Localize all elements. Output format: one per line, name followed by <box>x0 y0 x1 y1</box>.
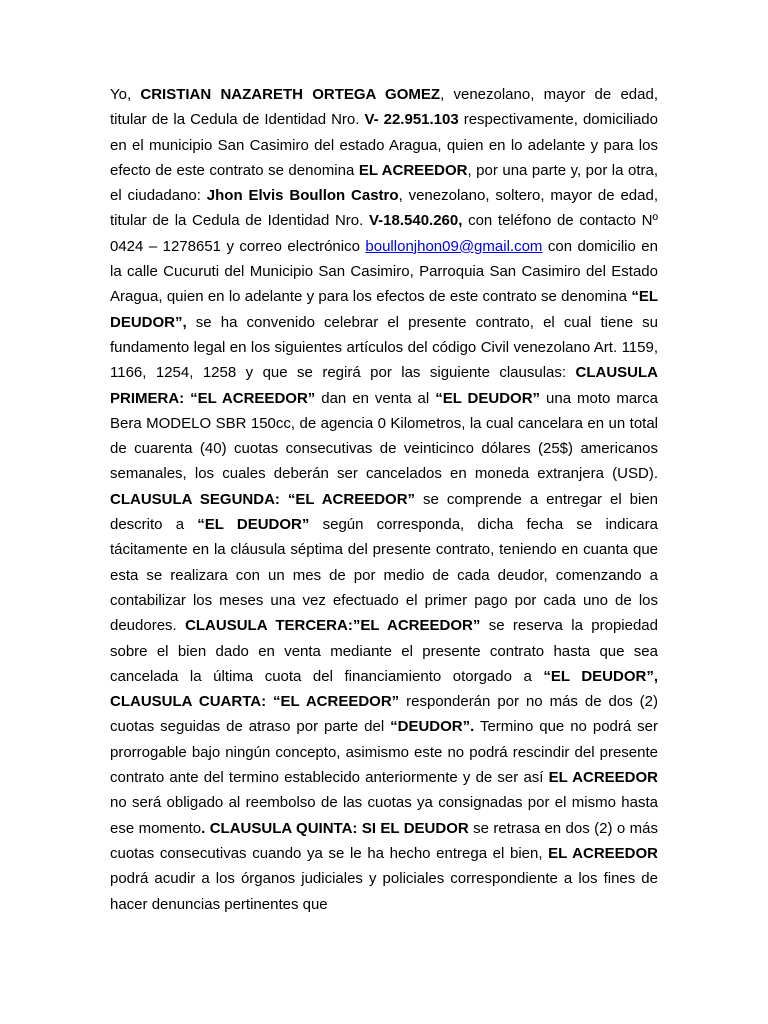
text-run: , venezolano, mayor de edad, titular de la Cedula de Identidad Nro. <box>110 86 658 129</box>
bold-text-run: CLAUSULA SEGUNDA: “EL ACREEDOR” <box>110 490 416 508</box>
bold-text-run: CLAUSULA TERCERA:”EL ACREEDOR” <box>185 617 481 635</box>
text-run: se comprende a entregar el bien descrito a <box>110 490 659 534</box>
text-run: una moto marca Bera MODELO SBR 150cc, de agencia 0 Kilometros, la cual cancelara en un total de cuarenta (40) cuotas consecutivas de veinticinco dólares (25$) americanos semanales, los cuales deberán ser cancelados en moneda extranjera (USD). <box>110 389 659 483</box>
text-run: no será obligado al reembolso de las cuotas ya consignadas por el mismo hasta ese momento <box>110 794 658 837</box>
bold-text-run: Jhon Elvis Boullon Castro <box>206 187 399 205</box>
document-page <box>110 82 658 917</box>
text-run: responderán por no más de dos (2) cuotas seguidas de atraso por parte del <box>110 693 658 736</box>
bold-text-run: “EL DEUDOR” <box>435 389 541 407</box>
bold-text-run: . CLAUSULA QUINTA: SI EL DEUDOR <box>201 819 469 837</box>
text-run: según corresponda, dicha fecha se indicara tácitamente en la cláusula séptima del presente contrato, teniendo en cuanta que esta se realizara con un mes de por medio de cada deudor, comenzando a contabilizar los meses una vez efectuado el primer pago por cada uno de los deudores. <box>110 516 658 635</box>
text-run: , venezolano, soltero, mayor de edad, titular de la Cedula de Identidad Nro. <box>110 187 659 230</box>
text-run: dan en venta al <box>315 389 436 407</box>
text-run: Yo, <box>110 86 141 103</box>
bold-text-run: V- 22.951.103 <box>364 111 459 129</box>
bold-text-run: EL ACREEDOR <box>548 769 658 787</box>
text-run: respectivamente, domiciliado en el municipio San Casimiro del estado Aragua, quien en lo adelante y para los efecto de este contrato se denomina <box>110 111 658 179</box>
bold-text-run: EL ACREEDOR <box>548 844 658 862</box>
bold-text-run: EL ACREEDOR <box>358 161 468 179</box>
text-run: , por una parte y, por la otra, el ciudadano: <box>110 161 658 205</box>
bold-text-run: CRISTIAN NAZARETH ORTEGA GOMEZ <box>140 86 441 103</box>
bold-text-run: “EL DEUDOR” <box>197 516 310 534</box>
text-run: con domicilio en la calle Cucuruti del Municipio San Casimiro, Parroquia San Casimiro del Estado Aragua, quien en lo adelante y para los efectos de este contrato se denomina <box>110 237 658 306</box>
contract-paragraph <box>110 82 658 917</box>
text-run: se retrasa en dos (2) o más cuotas consecutivas cuando ya se le ha hecho entrega el bien, <box>110 819 658 862</box>
text-run: se ha convenido celebrar el presente contrato, el cual tiene su fundamento legal en los siguientes artículos del código Civil venezolano Art. 1159, 1166, 1254, 1258 y que se regirá por las siguiente clausulas: <box>110 313 658 382</box>
bold-text-run: CLAUSULA PRIMERA: “EL ACREEDOR” <box>110 364 658 407</box>
text-run: se reserva la propiedad sobre el bien dado en venta mediante el presente contrato hasta que sea cancelada la última cuota del financiamiento otorgado a <box>110 617 658 685</box>
bold-text-run: “EL DEUDOR”, CLAUSULA CUARTA: “EL ACREEDOR” <box>110 667 658 711</box>
text-run: podrá acudir a los órganos judiciales y policiales correspondiente a los fines de hacer denuncias pertinentes que <box>110 870 658 913</box>
bold-text-run: “EL DEUDOR”, <box>110 288 658 331</box>
bold-text-run: V-18.540.260, <box>368 212 463 230</box>
email-link[interactable]: boullonjhon09@gmail.com <box>365 237 543 255</box>
bold-text-run: “DEUDOR”. <box>390 718 475 736</box>
text-run: Termino que no podrá ser prorrogable bajo ningún concepto, asimismo este no podrá rescindir del presente contrato ante del termino establecido anteriormente y de ser así <box>110 718 658 787</box>
text-run: con teléfono de contacto Nº 0424 – 1278651 y correo electrónico <box>110 212 658 255</box>
